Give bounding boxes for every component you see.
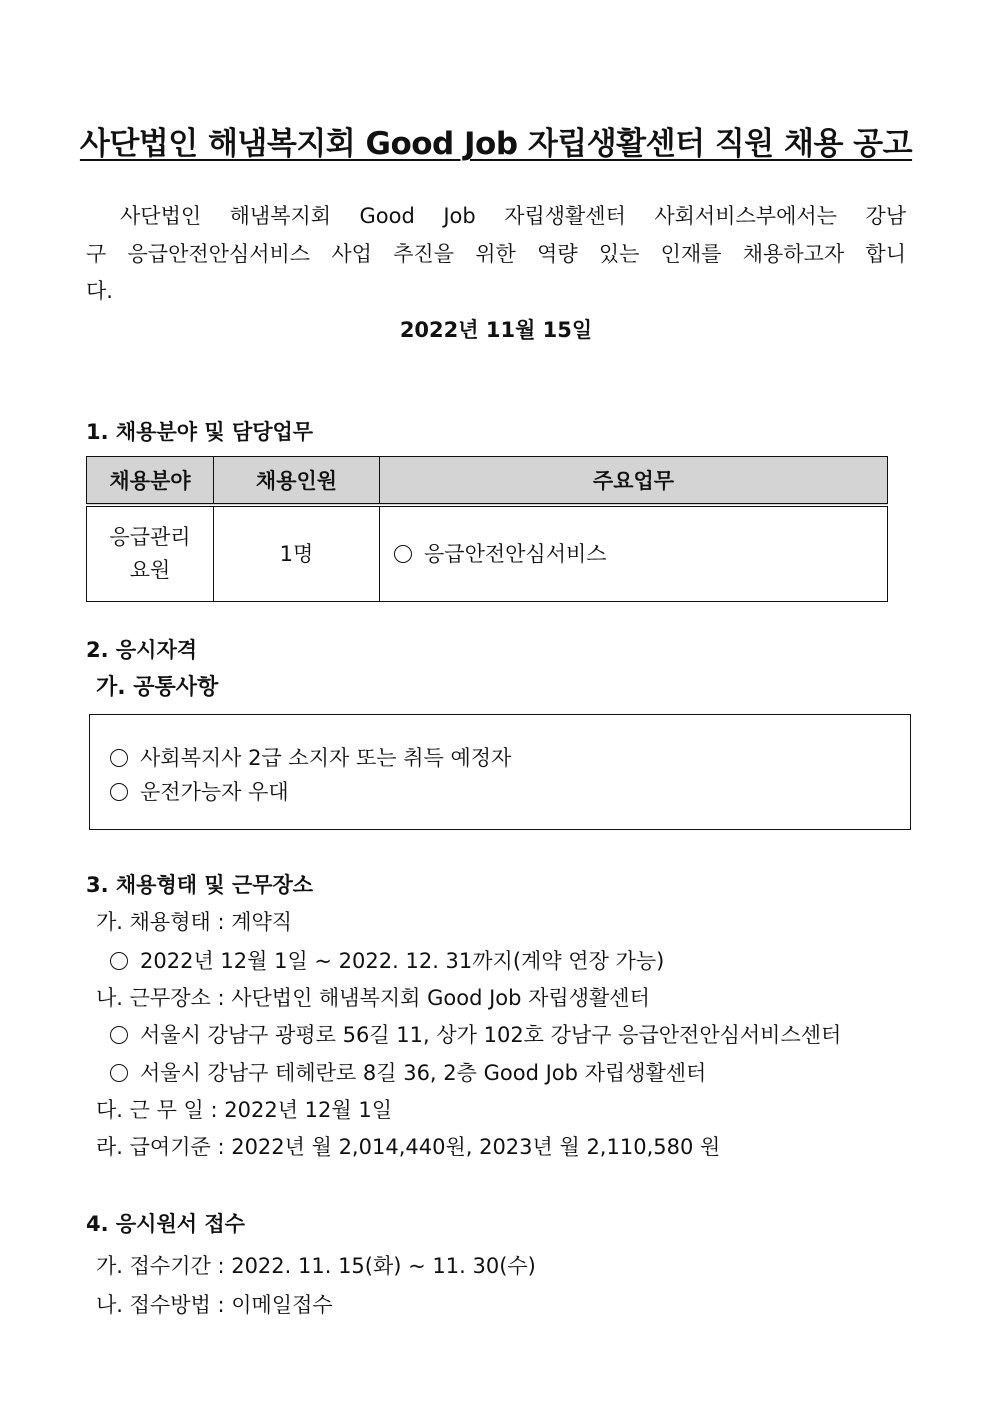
- circle-bullet-icon: [110, 749, 128, 767]
- header-field: 채용분야: [87, 457, 214, 506]
- list-item: [110, 1019, 841, 1049]
- requirement-text: 사회복지사 2급 소지자 또는 취득 예정자: [140, 746, 512, 770]
- start-date: 다. 근 무 일 : 2022년 12월 1일: [96, 1098, 393, 1122]
- duty-text: 응급안전안심서비스: [424, 541, 607, 566]
- intro-paragraph: [86, 198, 906, 311]
- circle-bullet-icon: [110, 783, 128, 801]
- address-text: 서울시 강남구 테헤란로 8길 36, 2층 Good Job 자립생활센터: [140, 1061, 707, 1085]
- table-header-row: [87, 457, 888, 506]
- common-requirements-heading: 가. 공통사항: [96, 675, 219, 700]
- application-period: 가. 접수기간 : 2022. 11. 15(화) ~ 11. 30(수): [96, 1254, 536, 1278]
- cell-duty: [380, 505, 888, 602]
- field-line: 응급관리: [109, 525, 191, 549]
- intro-line: 구 응급안전안심서비스 사업 추진을 위한 역량 있는 인재를 채용하고자 합니: [86, 241, 906, 266]
- requirement-text: 운전가능자 우대: [140, 780, 289, 804]
- intro-line: 사단법인 해냄복지회 Good Job 자립생활센터 사회서비스부에서는 강남: [120, 204, 906, 228]
- cell-field: [87, 505, 214, 602]
- header-duty: 주요업무: [380, 457, 888, 506]
- work-place: 나. 근무장소 : 사단법인 해냄복지회 Good Job 자립생활센터: [96, 986, 650, 1010]
- header-count: 채용인원: [214, 457, 380, 506]
- list-item: [110, 776, 289, 806]
- circle-bullet-icon: [394, 545, 412, 563]
- page-title: 사단법인 해냄복지회 Good Job 자립생활센터 직원 채용 공고: [79, 126, 913, 162]
- address-text: 서울시 강남구 광평로 56길 11, 상가 102호 강남구 응급안전안심서비스센터: [140, 1023, 842, 1047]
- circle-bullet-icon: [110, 1064, 128, 1082]
- salary: 라. 급여기준 : 2022년 월 2,014,440원, 2023년 월 2,110,580 원: [96, 1135, 721, 1159]
- section-1-heading: 1. 채용분야 및 담당업무: [86, 420, 314, 444]
- list-item: [110, 945, 664, 975]
- field-line: 요원: [129, 558, 171, 582]
- list-item: [110, 742, 511, 772]
- recruitment-table: [86, 456, 888, 602]
- employment-type: 가. 채용형태 : 계약직: [96, 910, 293, 934]
- section-3-heading: 3. 채용형태 및 근무장소: [86, 873, 314, 897]
- intro-line: 다.: [86, 279, 113, 303]
- circle-bullet-icon: [110, 952, 128, 970]
- list-item: [110, 1057, 706, 1087]
- requirements-box: [89, 714, 911, 830]
- table-row: [87, 505, 888, 602]
- contract-period: 2022년 12월 1일 ~ 2022. 12. 31까지(계약 연장 가능): [140, 949, 665, 973]
- application-method: 나. 접수방법 : 이메일접수: [96, 1293, 333, 1317]
- circle-bullet-icon: [110, 1026, 128, 1044]
- section-4-heading: 4. 응시원서 접수: [86, 1212, 245, 1236]
- cell-count: 1명: [214, 505, 380, 602]
- section-2-heading: 2. 응시자격: [86, 638, 198, 662]
- announcement-date: 2022년 11월 15일: [399, 318, 593, 342]
